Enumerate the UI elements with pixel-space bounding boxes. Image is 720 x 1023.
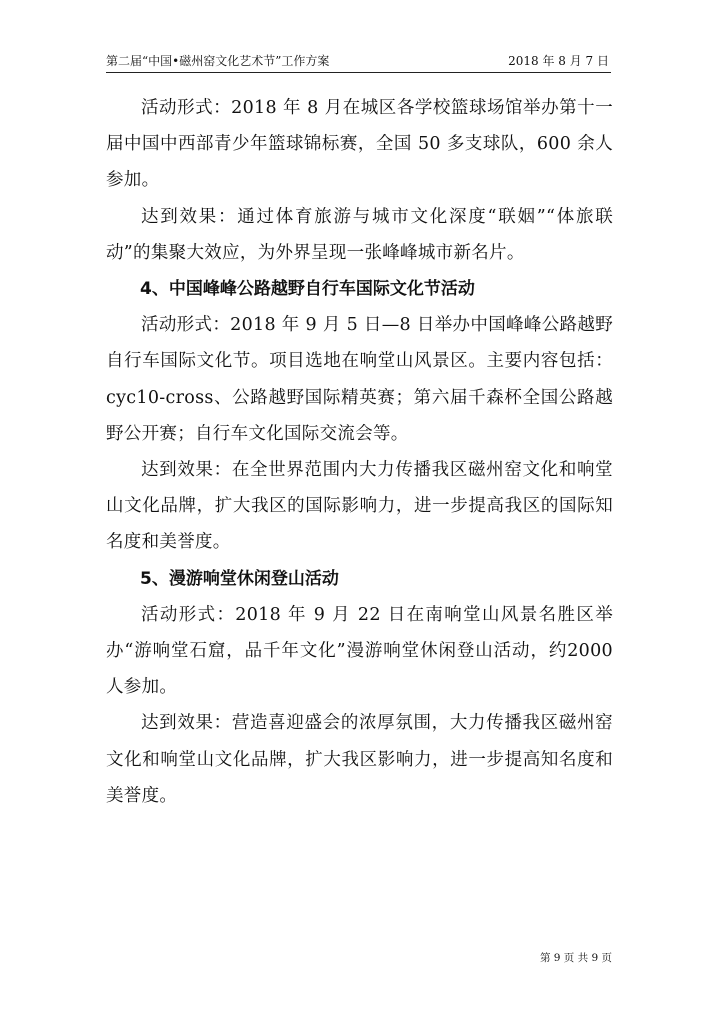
section-4-form: 活动形式：2018 年 9 月 5 日—8 日举办中国峰峰公路越野自行车国际文化节。项目选地在响堂山风景区。主要内容包括：cyc10-cross、公路越野国际精英赛；第六届千森杯全国公路越野公开赛；自行车文化国际交流会等。 (106, 315, 613, 444)
document-body (106, 90, 613, 814)
section-5-effect: 达到效果：营造喜迎盛会的浓厚氛围，大力传播我区磁州窑文化和响堂山文化品牌，扩大我区影响力，进一步提高知名度和美誉度。 (106, 713, 613, 806)
section-heading-5: 5、漫游响堂休闲登山活动 (140, 568, 339, 589)
page-header (106, 50, 611, 73)
section-5-form: 活动形式：2018 年 9 月 22 日在南响堂山风景名胜区举办“游响堂石窟，品千年文化”漫游响堂休闲登山活动，约2000 人参加。 (106, 604, 613, 698)
page-number: 第 9 页 共 9 页 (539, 952, 612, 964)
header-date: 2018 年 8 月 7 日 (508, 54, 609, 68)
paragraph-activity-effect: 达到效果：通过体育旅游与城市文化深度“联姻”“体旅联动”的集聚大效应，为外界呈现一张峰峰城市新名片。 (106, 206, 613, 263)
section-heading-4: 4、中国峰峰公路越野自行车国际文化节活动 (140, 279, 475, 300)
paragraph-activity-form: 活动形式：2018 年 8 月在城区各学校篮球场馆举办第十一届中国中西部青少年篮球锦标赛，全国 50 多支球队，600 余人参加。 (106, 98, 613, 191)
header-title: 第二届“中国•磁州窑文化艺术节”工作方案 (106, 54, 330, 68)
section-4-effect: 达到效果：在全世界范围内大力传播我区磁州窑文化和响堂山文化品牌，扩大我区的国际影响力，进一步提高我区的国际知名度和美誉度。 (106, 460, 613, 553)
